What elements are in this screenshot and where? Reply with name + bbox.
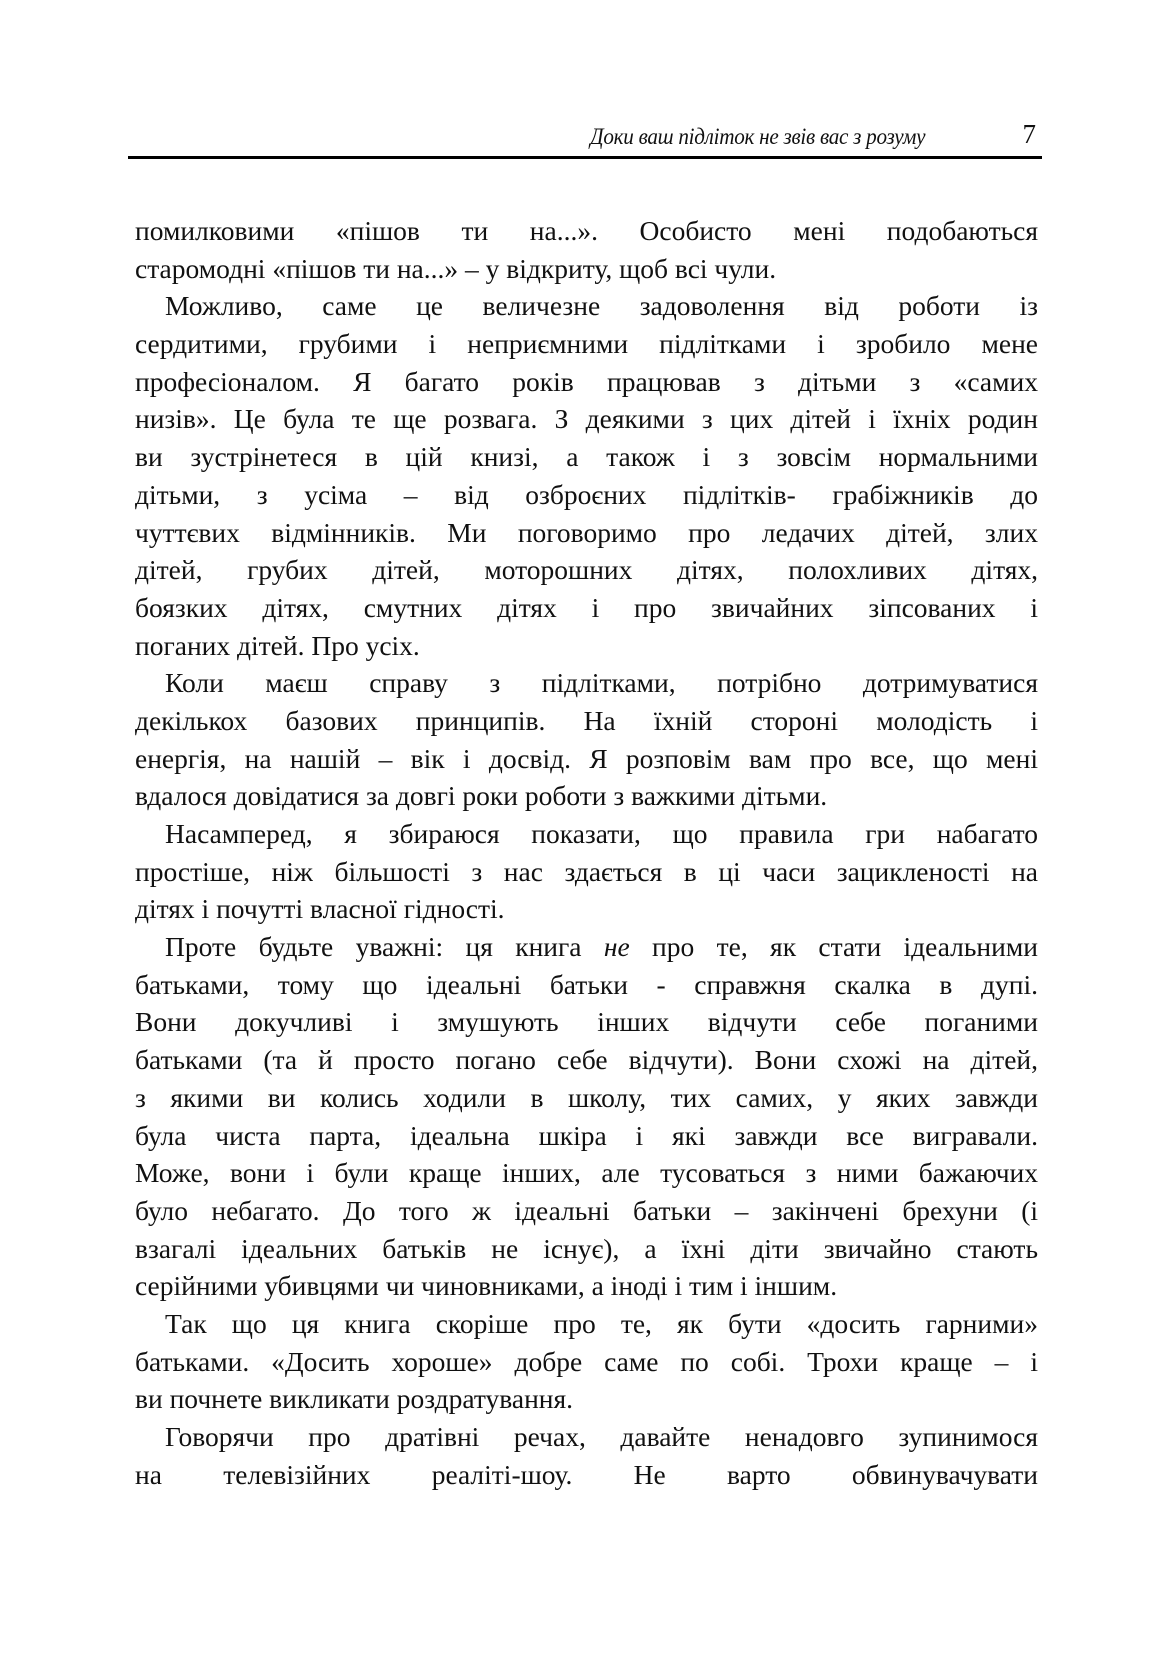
text-line: помилковими «пішов ти на...». Особисто мені подобаються <box>135 215 1038 246</box>
text-line: професіоналом. Я багато років працював з дітьми з «самих <box>135 365 1038 397</box>
text-line: боязких дітях, смутних дітях і про звичайних зіпсованих і <box>135 591 1038 623</box>
text-line: серійними убивцями чи чиновниками, а іноді і тим і іншим. <box>135 1270 838 1302</box>
paragraph <box>135 664 1038 815</box>
text-line: Можливо, саме це величезне задоволення від роботи із <box>165 290 1038 322</box>
paragraph <box>135 1305 1038 1418</box>
text-line: було небагато. До того ж ідеальні батьки – закінчені брехуни (і <box>135 1194 1038 1226</box>
paragraph <box>135 928 1038 1305</box>
paragraph <box>135 1418 1038 1493</box>
text-line: енергія, на нашій – вік і досвід. Я розповім вам про все, що мені <box>135 742 1038 774</box>
text-line: ви зустрінетеся в цій книзі, а також і з зовсім нормальними <box>135 441 1038 473</box>
text-line: Насамперед, я збираюся показати, що правила гри набагато <box>165 818 1038 849</box>
text-line: батьками. «Досить хороше» добре саме по собі. Трохи краще – і <box>135 1345 1038 1377</box>
text-line: Коли маєш справу з підлітками, потрібно дотримуватися <box>165 667 1038 699</box>
text-line: взагалі ідеальних батьків не існує), а їхні діти звичайно стають <box>135 1232 1038 1264</box>
text-line: сердитими, грубими і неприємними підлітками і зробило мене <box>135 328 1038 360</box>
text-line: на телевізійних реаліті-шоу. Не варто обвинувачувати <box>135 1458 1038 1490</box>
text-line: ви почнете викликати роздратування. <box>135 1383 574 1415</box>
text-line: була чиста парта, ідеальна шкіра і які завжди все вигравали. <box>135 1119 1038 1151</box>
text-segment: Проте будьте уважні: ця книга <box>165 931 604 963</box>
text-line: Так що ця книга скоріше про те, як бути «досить гарними» <box>165 1307 1038 1339</box>
text-line-with-emphasis <box>135 928 1038 966</box>
text-line: декількох базових принципів. На їхній стороні молодість і <box>135 704 1038 736</box>
text-line: Може, вони і були краще інших, але тусоваться з ними бажаючих <box>135 1157 1038 1189</box>
text-line: чуттєвих відмінників. Ми поговоримо про ледачих дітей, злих <box>135 516 1038 548</box>
text-line: вдалося довідатися за довгі роки роботи з важкими дітьми. <box>135 780 828 812</box>
text-line: Говорячи про дратівні речах, давайте ненадовго зупинимося <box>165 1421 1038 1452</box>
text-line: простіше, ніж більшості з нас здається в ці часи зацикленості на <box>135 855 1038 887</box>
text-line: поганих дітей. Про усіх. <box>135 629 420 661</box>
text-line: Вони докучливі і змушують інших відчути себе поганими <box>135 1006 1038 1038</box>
text-line: дітей, грубих дітей, моторошних дітях, полохливих дітях, <box>135 554 1038 586</box>
text-segment: про те, як стати ідеальними <box>629 931 1038 963</box>
header-rule <box>128 156 1042 159</box>
paragraph <box>135 287 1038 664</box>
emphasized-word: не <box>603 931 630 963</box>
text-line: з якими ви колись ходили в школу, тих самих, у яких завжди <box>135 1081 1038 1113</box>
text-line: батьками, тому що ідеальні батьки - справжня скалка в дупі. <box>135 968 1038 1000</box>
running-title: Доки ваш підліток не звів вас з розуму <box>589 124 925 149</box>
text-line: батьками (та й просто погано себе відчути). Вони схожі на дітей, <box>135 1044 1038 1076</box>
paragraph <box>135 815 1038 928</box>
text-line: дітьми, з усіма – від озброєних підлітків- грабіжників до <box>135 478 1038 510</box>
running-header <box>128 118 1042 154</box>
text-line: старомодні «пішов ти на...» – у відкриту, щоб всі чули. <box>135 252 777 284</box>
paragraph <box>135 212 1038 287</box>
text-line: дітях і почутті власної гідності. <box>135 893 505 925</box>
body-text <box>135 212 1038 1493</box>
text-line: низів». Це була те ще розвага. З деякими з цих дітей і їхніх родин <box>135 403 1038 435</box>
page-number: 7 <box>1022 119 1036 149</box>
